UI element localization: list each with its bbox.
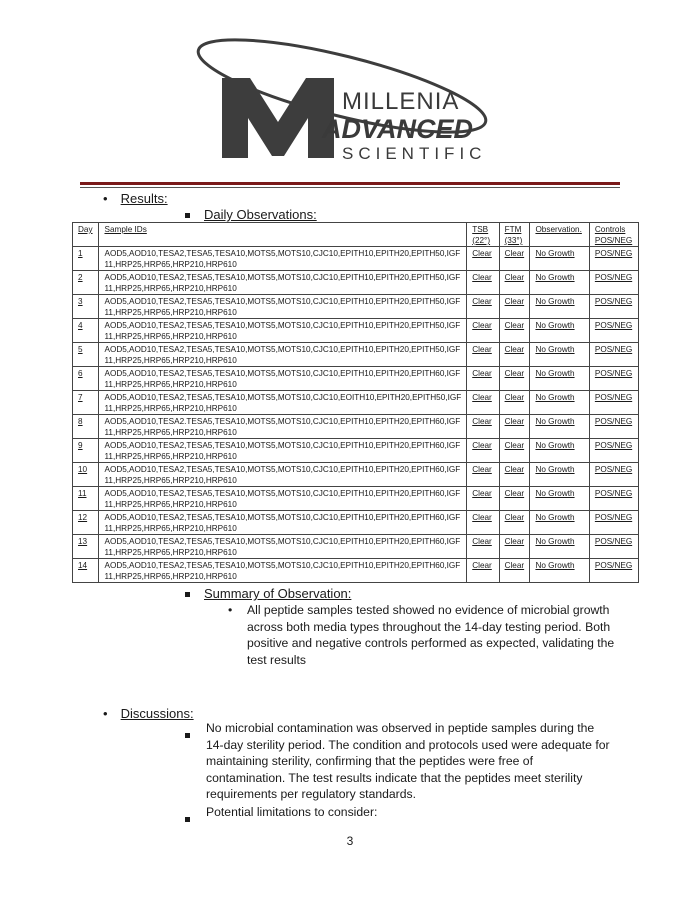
cell-controls: POS/NEG [589, 463, 638, 487]
table-row [73, 511, 639, 535]
cell-observation: No Growth [530, 535, 589, 559]
cell-ftm: Clear [499, 487, 530, 511]
bullet-dot-icon: • [103, 706, 108, 721]
bullet-dot-icon: • [103, 191, 108, 206]
cell-tsb: Clear [467, 295, 499, 319]
cell-observation: No Growth [530, 559, 589, 583]
bullet-dot-icon: • [228, 603, 233, 617]
cell-ftm: Clear [499, 439, 530, 463]
cell-day: 13 [73, 535, 99, 559]
cell-day: 10 [73, 463, 99, 487]
cell-tsb: Clear [467, 415, 499, 439]
discussions-heading: • Discussions: [103, 706, 194, 721]
summary-text: All peptide samples tested showed no evidence of microbial growth across both media types throughout the 14-day testing period. Both positive and negative controls performed as expected, validating the test results [247, 603, 615, 667]
cell-controls: POS/NEG [589, 367, 638, 391]
cell-sample-ids: AOD5,AOD10,TESA2,TESA5,TESA10,MOTS5,MOTS10,CJC10,EPITH10,EPITH20,EPITH50,IGF 11,HRP25,HRP65,HRP210,HRP610 [99, 319, 467, 343]
cell-sample-ids: AOD5,AOD10,TESA2,TESA5,TESA10,MOTS5,MOTS10,CJC10,EPITH10,EPITH20,EPITH60,IGF 11,HRP25,HRP65,HRP210,HRP610 [99, 487, 467, 511]
cell-day: 4 [73, 319, 99, 343]
cell-sample-ids: AOD5,AOD10,TESA2,TESA5,TESA10,MOTS5,MOTS10,CJC10,EPITH10,EPITH20,EPITH60,IGF 11,HRP25,HRP65,HRP210,HRP610 [99, 511, 467, 535]
cell-observation: No Growth [530, 295, 589, 319]
results-heading: • Results: [103, 191, 168, 206]
cell-sample-ids: AOD5,AOD10,TESA2,TESA5,TESA10,MOTS5,MOTS10,CJC10,EPITH10,EPITH20,EPITH60,IGF 11,HRP25,HRP65,HRP210,HRP610 [99, 439, 467, 463]
cell-sample-ids: AOD5,AOD10,TESA2,TESA5,TESA10,MOTS5,MOTS10,CJC10,EPITH10,EPITH20,EPITH50,IGF 11,HRP25,HRP65,HRP210,HRP610 [99, 247, 467, 271]
table-row [73, 391, 639, 415]
table-row [73, 487, 639, 511]
table-row [73, 367, 639, 391]
cell-day: 8 [73, 415, 99, 439]
cell-tsb: Clear [467, 319, 499, 343]
cell-day: 14 [73, 559, 99, 583]
cell-observation: No Growth [530, 487, 589, 511]
cell-day: 6 [73, 367, 99, 391]
cell-day: 7 [73, 391, 99, 415]
cell-ftm: Clear [499, 343, 530, 367]
cell-observation: No Growth [530, 511, 589, 535]
logo-text-scientific: SCIENTIFIC [342, 144, 487, 163]
cell-observation: No Growth [530, 367, 589, 391]
cell-controls: POS/NEG [589, 487, 638, 511]
table-row [73, 271, 639, 295]
cell-ftm: Clear [499, 463, 530, 487]
cell-sample-ids: AOD5,AOD10,TESA2,TESA5,TESA10,MOTS5,MOTS10,CJC10,EPITH10,EPITH20,EPITH50,IGF 11,HRP25,HRP65,HRP210,HRP610 [99, 295, 467, 319]
header-tsb: TSB (22°) [467, 223, 499, 247]
header-divider [80, 182, 620, 185]
cell-day: 12 [73, 511, 99, 535]
summary-heading: Summary of Observation: [185, 586, 351, 601]
cell-sample-ids: AOD5,AOD10,TESA2,TESA5,TESA10,MOTS5,MOTS10,CJC10,EOITH10,EPITH20,EPITH50,IGF 11,HRP25,HRP65,HRP210,HRP610 [99, 391, 467, 415]
cell-controls: POS/NEG [589, 535, 638, 559]
cell-sample-ids: AOD5,AOD10,TESA2,TESA5,TESA10,MOTS5,MOTS10,CJC10,EPITH10,EPITH20,EPITH60,IGF 11,HRP25,HRP65,HRP210,HRP610 [99, 463, 467, 487]
cell-controls: POS/NEG [589, 247, 638, 271]
square-bullet-icon [185, 811, 190, 829]
cell-ftm: Clear [499, 319, 530, 343]
cell-day: 9 [73, 439, 99, 463]
cell-day: 11 [73, 487, 99, 511]
cell-observation: No Growth [530, 319, 589, 343]
cell-ftm: Clear [499, 511, 530, 535]
table-header-row [73, 223, 639, 247]
square-bullet-icon [185, 592, 190, 597]
table-row [73, 535, 639, 559]
table-row [73, 247, 639, 271]
header-sample-ids: Sample IDs [99, 223, 467, 247]
cell-controls: POS/NEG [589, 295, 638, 319]
cell-tsb: Clear [467, 439, 499, 463]
header-ftm: FTM (33°) [499, 223, 530, 247]
cell-sample-ids: AOD5,AOD10,TESA2,TESA5,TESA10,MOTS5,MOTS10,CJC10,EPITH10,EPITH20,EPITH60,IGF 11,HRP25,HRP65,HRP210,HRP610 [99, 367, 467, 391]
table-row [73, 463, 639, 487]
cell-day: 5 [73, 343, 99, 367]
cell-observation: No Growth [530, 271, 589, 295]
square-bullet-icon [185, 213, 190, 218]
table-row [73, 343, 639, 367]
daily-observations-heading: Daily Observations: [185, 207, 317, 222]
cell-ftm: Clear [499, 247, 530, 271]
cell-controls: POS/NEG [589, 415, 638, 439]
cell-observation: No Growth [530, 343, 589, 367]
cell-ftm: Clear [499, 391, 530, 415]
cell-tsb: Clear [467, 463, 499, 487]
header-observation: Observation. [530, 223, 589, 247]
cell-day: 3 [73, 295, 99, 319]
cell-day: 1 [73, 247, 99, 271]
cell-tsb: Clear [467, 535, 499, 559]
header-controls: Controls POS/NEG [589, 223, 638, 247]
cell-controls: POS/NEG [589, 511, 638, 535]
cell-tsb: Clear [467, 343, 499, 367]
cell-observation: No Growth [530, 247, 589, 271]
cell-ftm: Clear [499, 535, 530, 559]
table-row [73, 319, 639, 343]
logo-text-advanced: ADVANCED [322, 114, 474, 144]
cell-observation: No Growth [530, 463, 589, 487]
cell-tsb: Clear [467, 247, 499, 271]
cell-tsb: Clear [467, 271, 499, 295]
cell-sample-ids: AOD5,AOD10,TESA2,TESA5,TESA10,MOTS5,MOTS10,CJC10,EPITH10,EPITH20,EPITH60,IGF 11,HRP25,HRP65,HRP210,HRP610 [99, 535, 467, 559]
square-bullet-icon [185, 727, 190, 745]
discussion-item-1: No microbial contamination was observed in peptide samples during the 14-day sterility period. The condition and protocols used were adequate for maintaining sterility, confirming that the peptides were free of contamination. The test results indicate that the peptides meet sterility requirements per regulatory standards. [206, 721, 610, 801]
cell-sample-ids: AOD5,AOD10,TESA2,TESA5,TESA10,MOTS5,MOTS10,CJC10,EPITH10,EPITH20,EPITH50,IGF 11,HRP25,HRP65,HRP210,HRP610 [99, 271, 467, 295]
cell-observation: No Growth [530, 415, 589, 439]
cell-tsb: Clear [467, 367, 499, 391]
cell-controls: POS/NEG [589, 271, 638, 295]
cell-ftm: Clear [499, 415, 530, 439]
header-divider-thin [80, 187, 620, 188]
cell-controls: POS/NEG [589, 343, 638, 367]
cell-controls: POS/NEG [589, 391, 638, 415]
discussion-item-2: Potential limitations to consider: [206, 805, 378, 819]
company-logo [192, 38, 512, 164]
cell-observation: No Growth [530, 391, 589, 415]
cell-sample-ids: AOD5,AOD10,TESA2,TESA5,TESA10,MOTS5,MOTS10,CJC10,EPITH10,EPITH20,EPITH60,IGF 11,HRP25,HRP65,HRP210,HRP610 [99, 559, 467, 583]
table-row [73, 295, 639, 319]
cell-sample-ids: AOD5,AOD10,TESA2,TESA5,TESA10,MOTS5,MOTS10,CJC10,EPITH10,EPITH20,EPITH50,IGF 11,HRP25,HRP65,HRP210,HRP610 [99, 343, 467, 367]
cell-tsb: Clear [467, 487, 499, 511]
cell-tsb: Clear [467, 391, 499, 415]
cell-ftm: Clear [499, 295, 530, 319]
daily-observations-table [72, 222, 639, 583]
cell-day: 2 [73, 271, 99, 295]
cell-ftm: Clear [499, 271, 530, 295]
cell-sample-ids: AOD5,AOD10,TESA2.TESA5,TESA10,MOTS5,MOTS10,CJC10,EPITH10,EPITH20,EPITH60,IGF 11,HRP25,HRP65,HRP210,HRP610 [99, 415, 467, 439]
cell-controls: POS/NEG [589, 439, 638, 463]
cell-ftm: Clear [499, 559, 530, 583]
page-number: 3 [346, 834, 354, 848]
table-row [73, 439, 639, 463]
cell-tsb: Clear [467, 559, 499, 583]
logo-text-millenia: MILLENIA [342, 88, 460, 115]
table-row [73, 559, 639, 583]
header-day: Day [73, 223, 99, 247]
cell-controls: POS/NEG [589, 559, 638, 583]
cell-controls: POS/NEG [589, 319, 638, 343]
cell-ftm: Clear [499, 367, 530, 391]
cell-tsb: Clear [467, 511, 499, 535]
cell-observation: No Growth [530, 439, 589, 463]
table-row [73, 415, 639, 439]
